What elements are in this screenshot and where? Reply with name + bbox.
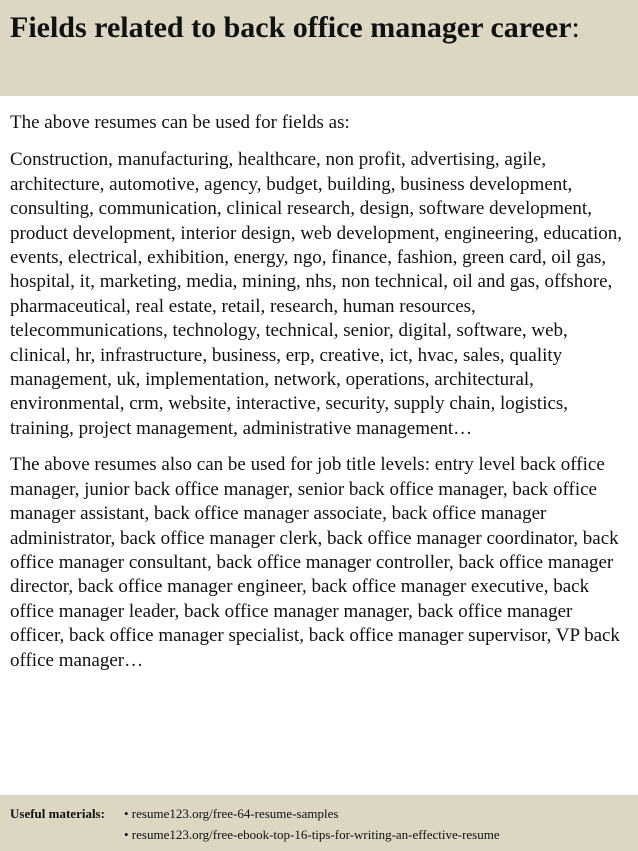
header-band <box>0 0 638 96</box>
useful-materials-row <box>10 803 628 845</box>
resume-samples-link[interactable]: • resume123.org/free-64-resume-samples <box>124 806 339 821</box>
page-title <box>10 9 628 47</box>
intro-paragraph: The above resumes can be used for fields as: <box>10 112 350 133</box>
ebook-tips-link[interactable]: • resume123.org/free-ebook-top-16-tips-for-writing-an-effective-resume <box>124 827 500 842</box>
useful-materials-label-text: Useful materials <box>10 806 101 821</box>
useful-materials-links <box>124 803 500 845</box>
fields-paragraph: Construction, manufacturing, healthcare, non profit, advertising, agile, architecture, automotive, agency, budget, building, business development, consulting, communication, clinical research, design, software development, product development, interior design, web development, engineering, education, events, electrical, exhibition, energy, ngo, finance, fashion, green card, oil gas, hospital, it, marketing, media, mining, nhs, non technical, oil and gas, offshore, pharmaceutical, real estate, retail, research, human resources, telecommunications, technology, technical, senior, digital, software, web, clinical, hr, infrastructure, business, erp, creative, ict, hvac, sales, quality management, uk, implementation, network, operations, architectural, environmental, crm, website, interactive, security, supply chain, logistics, training, project management, administrative management… <box>10 149 623 439</box>
footer-band <box>0 795 638 851</box>
job-titles-paragraph: The above resumes also can be used for job title levels: entry level back office manager, junior back office manager, senior back office manager, back office manager assistant, back office manager associate, back office manager administrator, back office manager clerk, back office manager coordinator, back office manager consultant, back office manager controller, back office manager director, back office manager engineer, back office manager executive, back office manager leader, back office manager manager, back office manager officer, back office manager specialist, back office manager supervisor, VP back office manager… <box>10 454 620 671</box>
page-title-text: Fields related to back office manager career <box>10 11 572 44</box>
useful-materials-label <box>10 803 124 845</box>
page-title-suffix: : <box>571 11 580 44</box>
main-content <box>10 111 630 673</box>
useful-materials-separator: : <box>100 806 105 821</box>
